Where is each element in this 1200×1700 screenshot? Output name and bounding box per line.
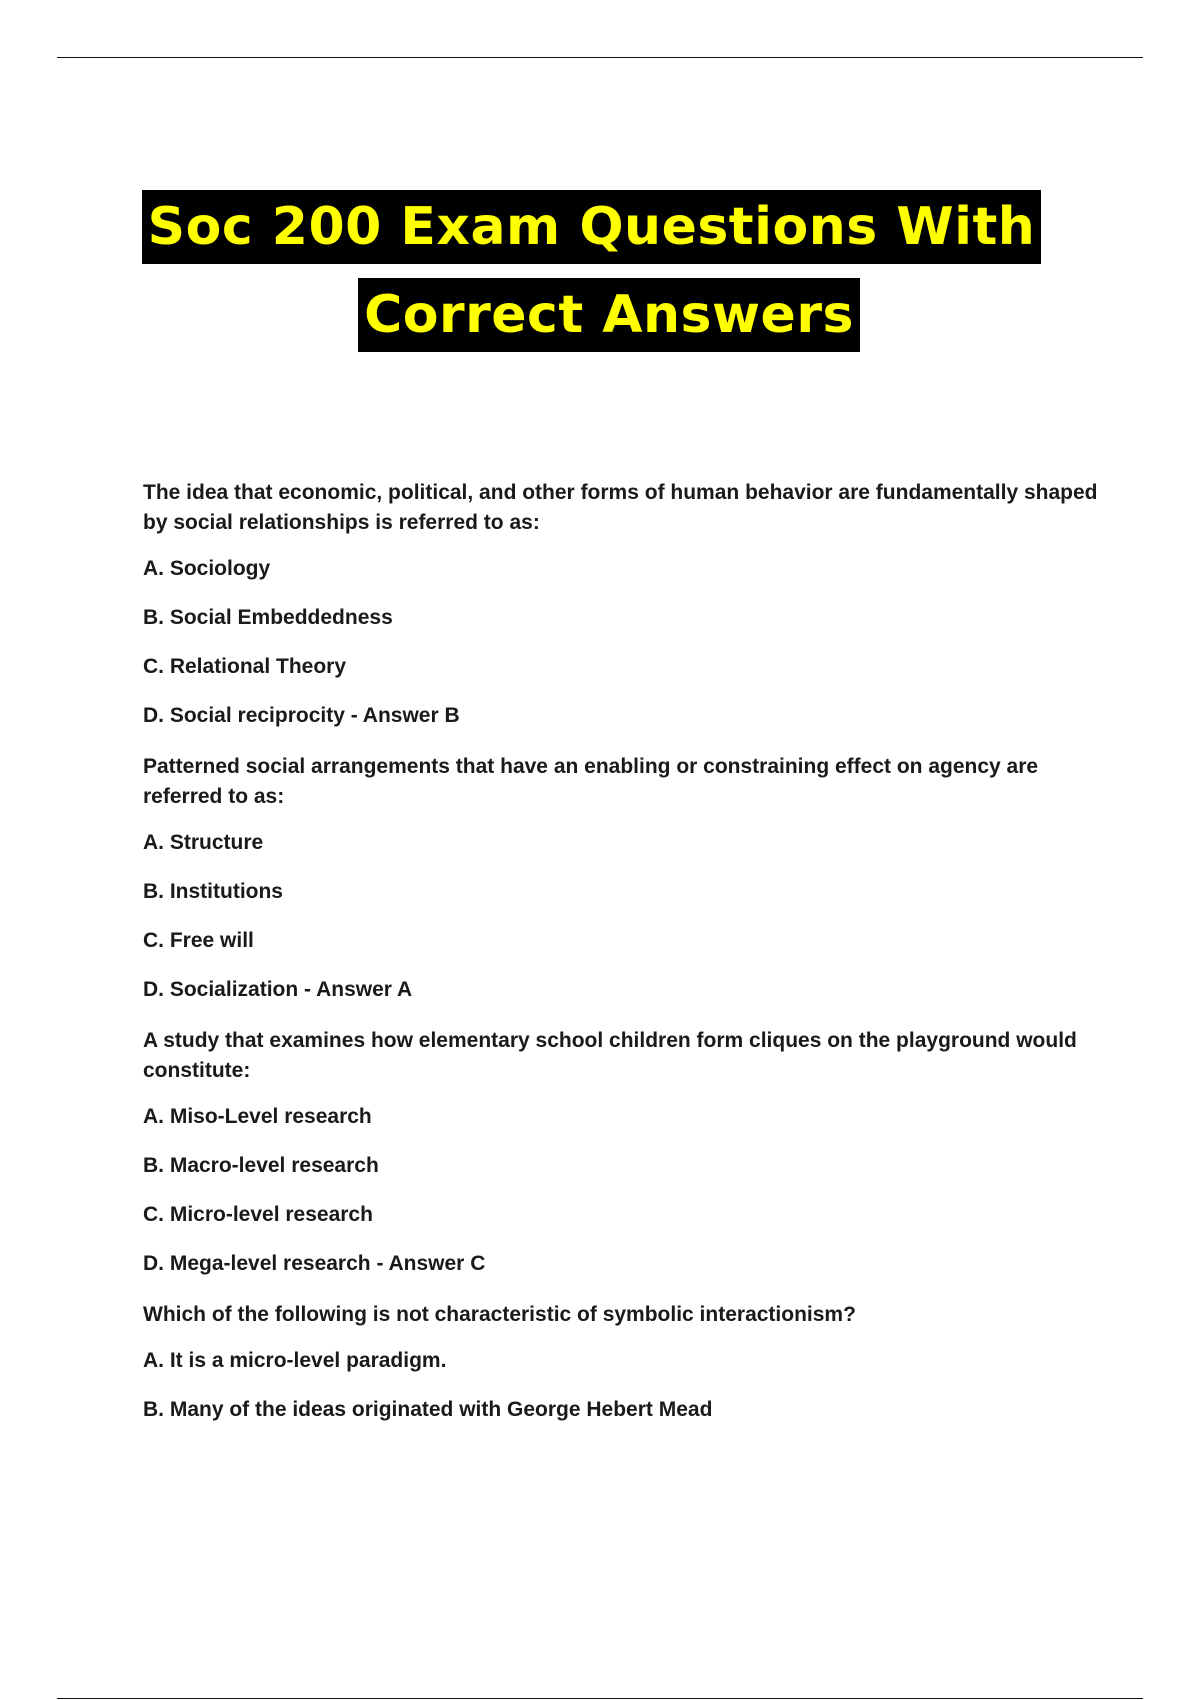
question-3-option-c: C. Micro-level research [143, 1203, 373, 1226]
question-1-option-b: B. Social Embeddedness [143, 606, 393, 629]
document-title [0, 190, 1200, 352]
question-3-option-a: A. Miso-Level research [143, 1105, 372, 1128]
top-divider [57, 57, 1143, 58]
question-1-text: The idea that economic, political, and other forms of human behavior are fundamentally shaped by social relationships is referred to as: [143, 481, 1098, 534]
title-line-2: Correct Answers [358, 278, 860, 352]
question-3-option-d: D. Mega-level research - Answer C [143, 1252, 486, 1275]
question-2-option-c: C. Free will [143, 929, 254, 952]
question-2-option-b: B. Institutions [143, 880, 283, 903]
question-3-text: A study that examines how elementary school children form cliques on the playground would constitute: [143, 1029, 1077, 1082]
questions-list [143, 478, 1103, 1446]
question-4-text: Which of the following is not characteristic of symbolic interactionism? [143, 1303, 856, 1326]
question-4-option-a: A. It is a micro-level paradigm. [143, 1349, 447, 1372]
question-1-option-c: C. Relational Theory [143, 655, 347, 678]
bottom-divider [57, 1698, 1143, 1699]
question-1-option-a: A. Sociology [143, 557, 271, 580]
title-line-1: Soc 200 Exam Questions With [142, 190, 1042, 264]
question-2-option-a: A. Structure [143, 831, 264, 854]
question-1-option-d: D. Social reciprocity - Answer B [143, 704, 460, 727]
question-2-text: Patterned social arrangements that have an enabling or constraining effect on agency are referred to as: [143, 755, 1039, 808]
question-2-option-d: D. Socialization - Answer A [143, 978, 413, 1001]
question-4-option-b: B. Many of the ideas originated with George Hebert Mead [143, 1398, 713, 1421]
question-3-option-b: B. Macro-level research [143, 1154, 379, 1177]
